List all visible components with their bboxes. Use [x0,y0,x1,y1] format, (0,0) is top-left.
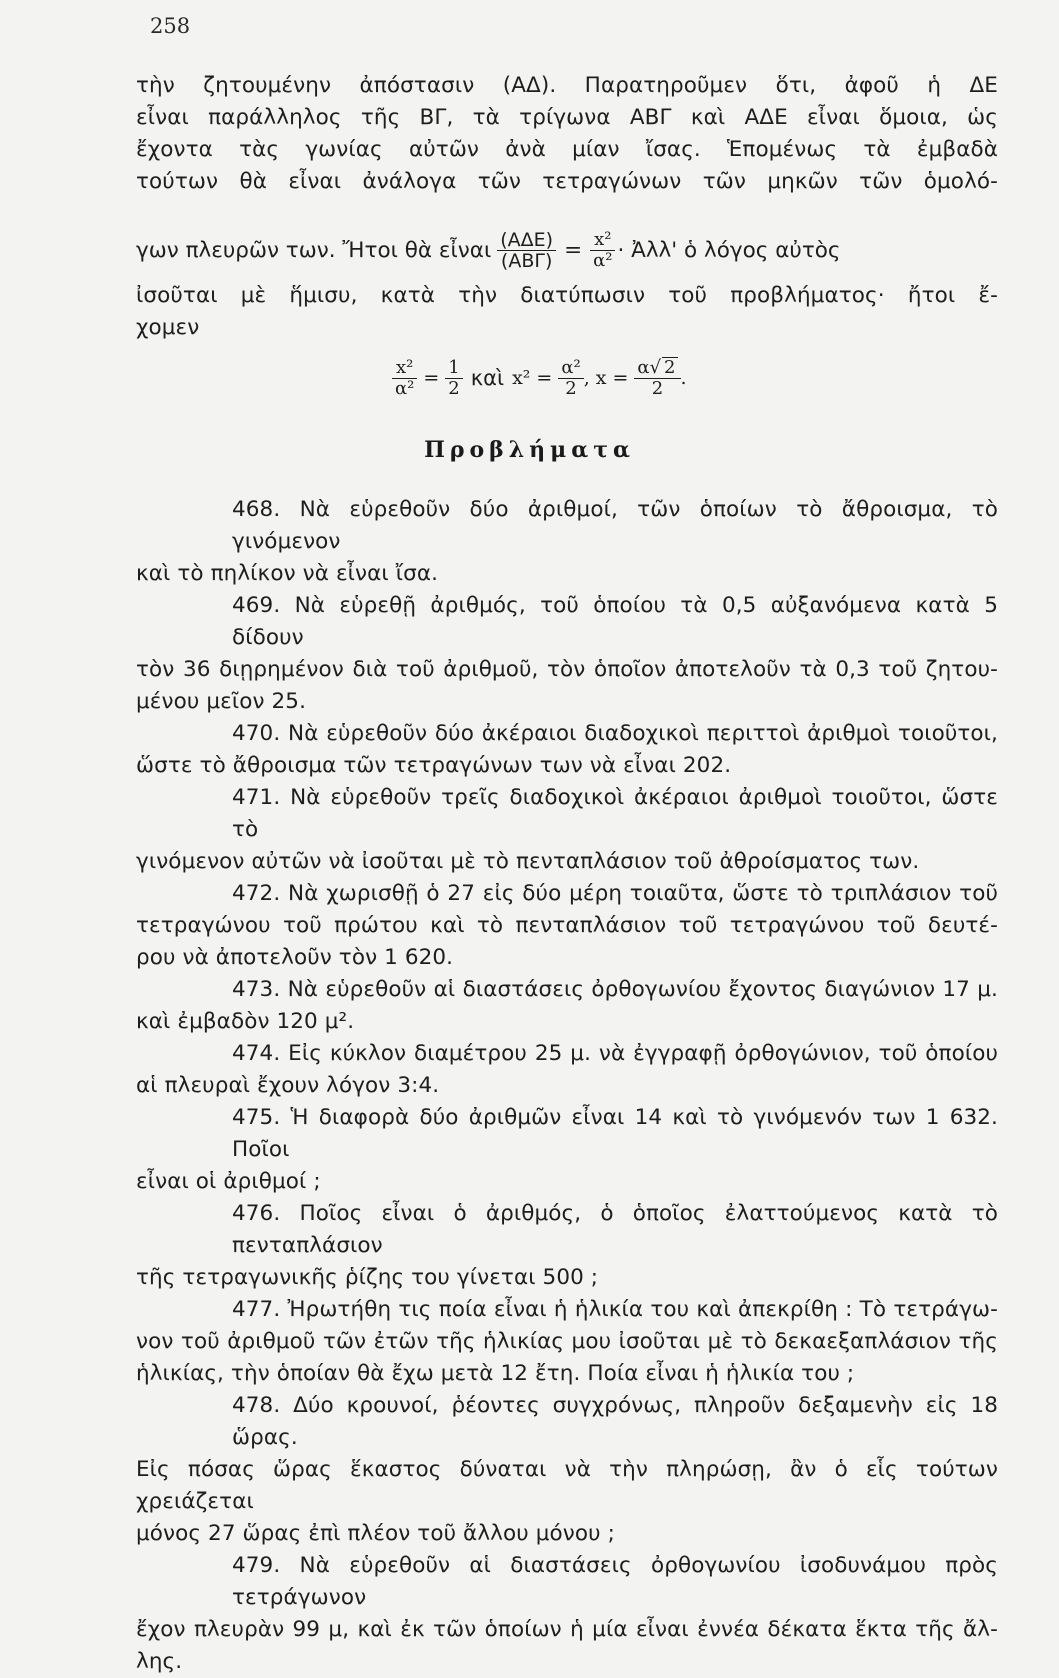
problem-line [136,1038,998,1070]
problem-item [136,974,998,1038]
problem-item [136,1198,998,1294]
problem-line [136,1102,998,1166]
problem-line: τετραγώνου τοῦ πρώτου καὶ τὸ πενταπλάσιον τοῦ τετραγώνου τοῦ δευτέ- [136,913,998,938]
page-number: 258 [150,14,191,38]
solution-equation [392,348,687,408]
problem-number: 473. [232,977,281,1002]
problem-line: γινόμενον αὐτῶν νὰ ἰσοῦται μὲ τὸ πενταπλάσιον τοῦ ἀθροίσματος των. [136,849,920,874]
problem-line: Εἰς πόσας ὥρας ἕκαστος δύναται νὰ τὴν πληρώσῃ, ἂν ὁ εἷς τούτων χρειάζεται [136,1457,998,1514]
intro-paragraph [136,70,998,198]
problem-item [136,1550,998,1678]
intro-line: τούτων θὰ εἶναι ἀνάλογα τῶν τετραγώνων τῶν μηκῶν τῶν ὁμολό- [136,169,998,194]
equals-sign: = [423,367,440,389]
problem-item [136,590,998,718]
problem-line [136,1390,998,1454]
intro-line: ἰσοῦται μὲ ἥμισυ, κατὰ τὴν διατύπωσιν τοῦ προβλήματος· ἤτοι ἔ- [136,283,998,308]
problem-text: Νὰ εὑρεθοῦν τρεῖς διαδοχικοὶ ἀκέραιοι ἀριθμοὶ τοιοῦτοι, ὥστε τὸ [232,785,999,842]
problem-line: μένου μεῖον 25. [136,689,307,714]
period: . [680,367,687,389]
problem-line: καὶ τὸ πηλίκον νὰ εἶναι ἴσα. [136,561,439,586]
problem-text: Ἡ διαφορὰ δύο ἀριθμῶν εἶναι 14 καὶ τὸ γινόμενόν των 1 632. Ποῖοι [232,1105,998,1162]
problem-line: εἶναι οἱ ἀριθμοί ; [136,1169,321,1194]
problem-item [136,1102,998,1198]
fraction-numerator: α² [558,358,583,379]
equals-sign: = [536,367,553,389]
problems-list [136,494,998,1678]
problem-line [136,974,998,1006]
problem-number: 476. [232,1201,281,1226]
problem-item [136,494,998,590]
problem-item [136,1294,998,1390]
fraction-denominator: (ΑΒΓ) [500,249,553,272]
problem-number: 479. [232,1553,281,1578]
problem-text: Νὰ εὑρεθοῦν αἱ διαστάσεις ὀρθογωνίου ἰσοδυνάμου πρὸς τετράγωνον [232,1553,999,1610]
length-ratio-fraction [590,230,615,271]
fraction-numerator: x² [392,358,417,379]
problem-line: ἔχον πλευρὰν 99 μ, καὶ ἐκ τῶν ὁποίων ἡ μία εἶναι ἐννέα δέκατα ἕκτα τῆς ἄλ- [136,1617,998,1642]
problem-line: καὶ ἐμβαδὸν 120 μ². [136,1009,355,1034]
fraction-denominator: α² [395,377,415,399]
problem-number: 470. [232,721,281,746]
fraction-numerator [634,357,680,379]
fraction-denominator: α² [593,249,613,271]
sqrt-radicand: 2 [664,357,676,378]
problem-text: Νὰ εὑρεθοῦν αἱ διαστάσεις ὀρθογωνίου ἔχοντος διαγώνιον 17 μ. [287,977,998,1002]
problem-line [136,494,998,558]
fraction-denominator: 2 [448,377,460,399]
problem-number: 468. [232,497,281,522]
intro-line: τὴν ζητουμένην ἀπόστασιν (ΑΔ). Παρατηροῦμεν ὅτι, ἀφοῦ ἡ ΔΕ [136,73,998,98]
fraction-denominator: 2 [565,377,577,399]
equals-sign: = [612,367,629,389]
intro-line: ἔχοντα τὰς γωνίας αὐτῶν ἀνὰ μίαν ἴσας. Ἑπομένως τὰ ἐμβαδὰ [136,137,998,162]
problem-text: Ποῖος εἶναι ὁ ἀριθμός, ὁ ὁποῖος ἐλαττούμενος κατὰ τὸ πενταπλάσιον [232,1201,998,1258]
ratio-line-before: γων πλευρῶν των. Ἤτοι θὰ εἶναι [136,237,492,263]
ratio-line-after: · Ἀλλ' ὁ λόγος αὐτὸς [617,237,841,263]
problem-number: 474. [232,1041,281,1066]
equation-fraction [558,358,583,399]
section-title: Προβλήματα [424,437,635,463]
fraction-denominator: 2 [651,378,664,399]
problem-line: νον τοῦ ἀριθμοῦ τῶν ἐτῶν τῆς ἡλικίας μου ἰσοῦται μὲ τὸ δεκαεξαπλάσιον τῆς [136,1329,998,1354]
problem-number: 472. [232,881,281,906]
problem-item [136,718,998,782]
problem-number: 478. [232,1393,281,1418]
problem-line: ρου νὰ ἀποτελοῦν τὸν 1 620. [136,945,454,970]
sqrt-sign: √ [649,357,662,378]
problem-line [136,782,998,846]
problem-text: Δύο κρουνοί, ῥέοντες συγχρόνως, πληροῦν δεξαμενὴν εἰς 18 ὥρας. [232,1393,999,1450]
problem-line [136,878,998,910]
intro-continuation [136,280,998,344]
problem-number: 471. [232,785,281,810]
problem-item [136,1038,998,1102]
variable-term: x [595,367,607,389]
intro-line: χομεν [136,315,200,340]
area-ratio-fraction [497,230,556,271]
problem-line: λης. [136,1649,183,1674]
fraction-numerator: 1 [445,358,462,379]
equals-sign: = [564,237,583,263]
problem-number: 477. [232,1297,281,1322]
problem-line: τῆς τετραγωνικῆς ῥίζης του γίνεται 500 ; [136,1265,599,1290]
problem-item [136,1390,998,1550]
problem-line: τὸν 36 διῃρημένον διὰ τοῦ ἀριθμοῦ, τὸν ὁποῖον ἀποτελοῦν τὰ 0,3 τοῦ ζητου- [136,657,998,682]
variable-term: x² [512,367,531,389]
problem-line [136,590,998,654]
problem-item [136,782,998,878]
problem-text: Ἠρωτήθη τις ποία εἶναι ἡ ἡλικία του καὶ ἀπεκρίθη : Τὸ τετράγω- [287,1297,998,1322]
equation-fraction [634,357,680,399]
problem-line: ὥστε τὸ ἄθροισμα τῶν τετραγώνων των νὰ εἶναι 202. [136,753,732,778]
problem-text: Νὰ εὑρεθοῦν δύο ἀριθμοί, τῶν ὁποίων τὸ ἄθροισμα, τὸ γινόμενον [232,497,999,554]
numerator-coefficient: α [637,357,650,378]
problem-text: Νὰ εὑρεθῇ ἀριθμός, τοῦ ὁποίου τὰ 0,5 αὐξανόμενα κατὰ 5 δίδουν [232,593,998,650]
problem-line: ἡλικίας, τὴν ὁποίαν θὰ ἔχω μετὰ 12 ἔτη. Ποία εἶναι ἡ ἡλικία του ; [136,1361,855,1386]
problem-number: 469. [232,593,281,618]
problem-line: μόνος 27 ὥρας ἐπὶ πλέον τοῦ ἄλλου μόνου ; [136,1521,615,1546]
problem-line [136,1550,998,1614]
problem-text: Εἰς κύκλον διαμέτρου 25 μ. νὰ ἐγγραφῇ ὀρθογώνιον, τοῦ ὁποίου [288,1041,998,1066]
fraction-numerator: (ΑΔΕ) [497,230,556,251]
problem-line [136,718,998,750]
problem-item [136,878,998,974]
comma: , [583,367,590,389]
problem-text: Νὰ χωρισθῇ ὁ 27 εἰς δύο μέρη τοιαῦτα, ὥστε τὸ τριπλάσιον τοῦ [288,881,999,906]
conjunction-word: καὶ [470,366,505,390]
problem-line: αἱ πλευραὶ ἔχουν λόγον 3:4. [136,1073,440,1098]
fraction-numerator: x² [590,230,615,251]
ratio-line [136,222,998,278]
problem-line [136,1294,998,1326]
intro-line: εἶναι παράλληλος τῆς ΒΓ, τὰ τρίγωνα ΑΒΓ καὶ ΑΔΕ εἶναι ὅμοια, ὡς [136,105,998,130]
equation-fraction [392,358,417,399]
problem-line [136,1198,998,1262]
problem-number: 475. [232,1105,281,1130]
equation-fraction [445,358,462,399]
problem-text: Νὰ εὑρεθοῦν δύο ἀκέραιοι διαδοχικοὶ περιττοὶ ἀριθμοὶ τοιοῦτοι, [288,721,998,746]
